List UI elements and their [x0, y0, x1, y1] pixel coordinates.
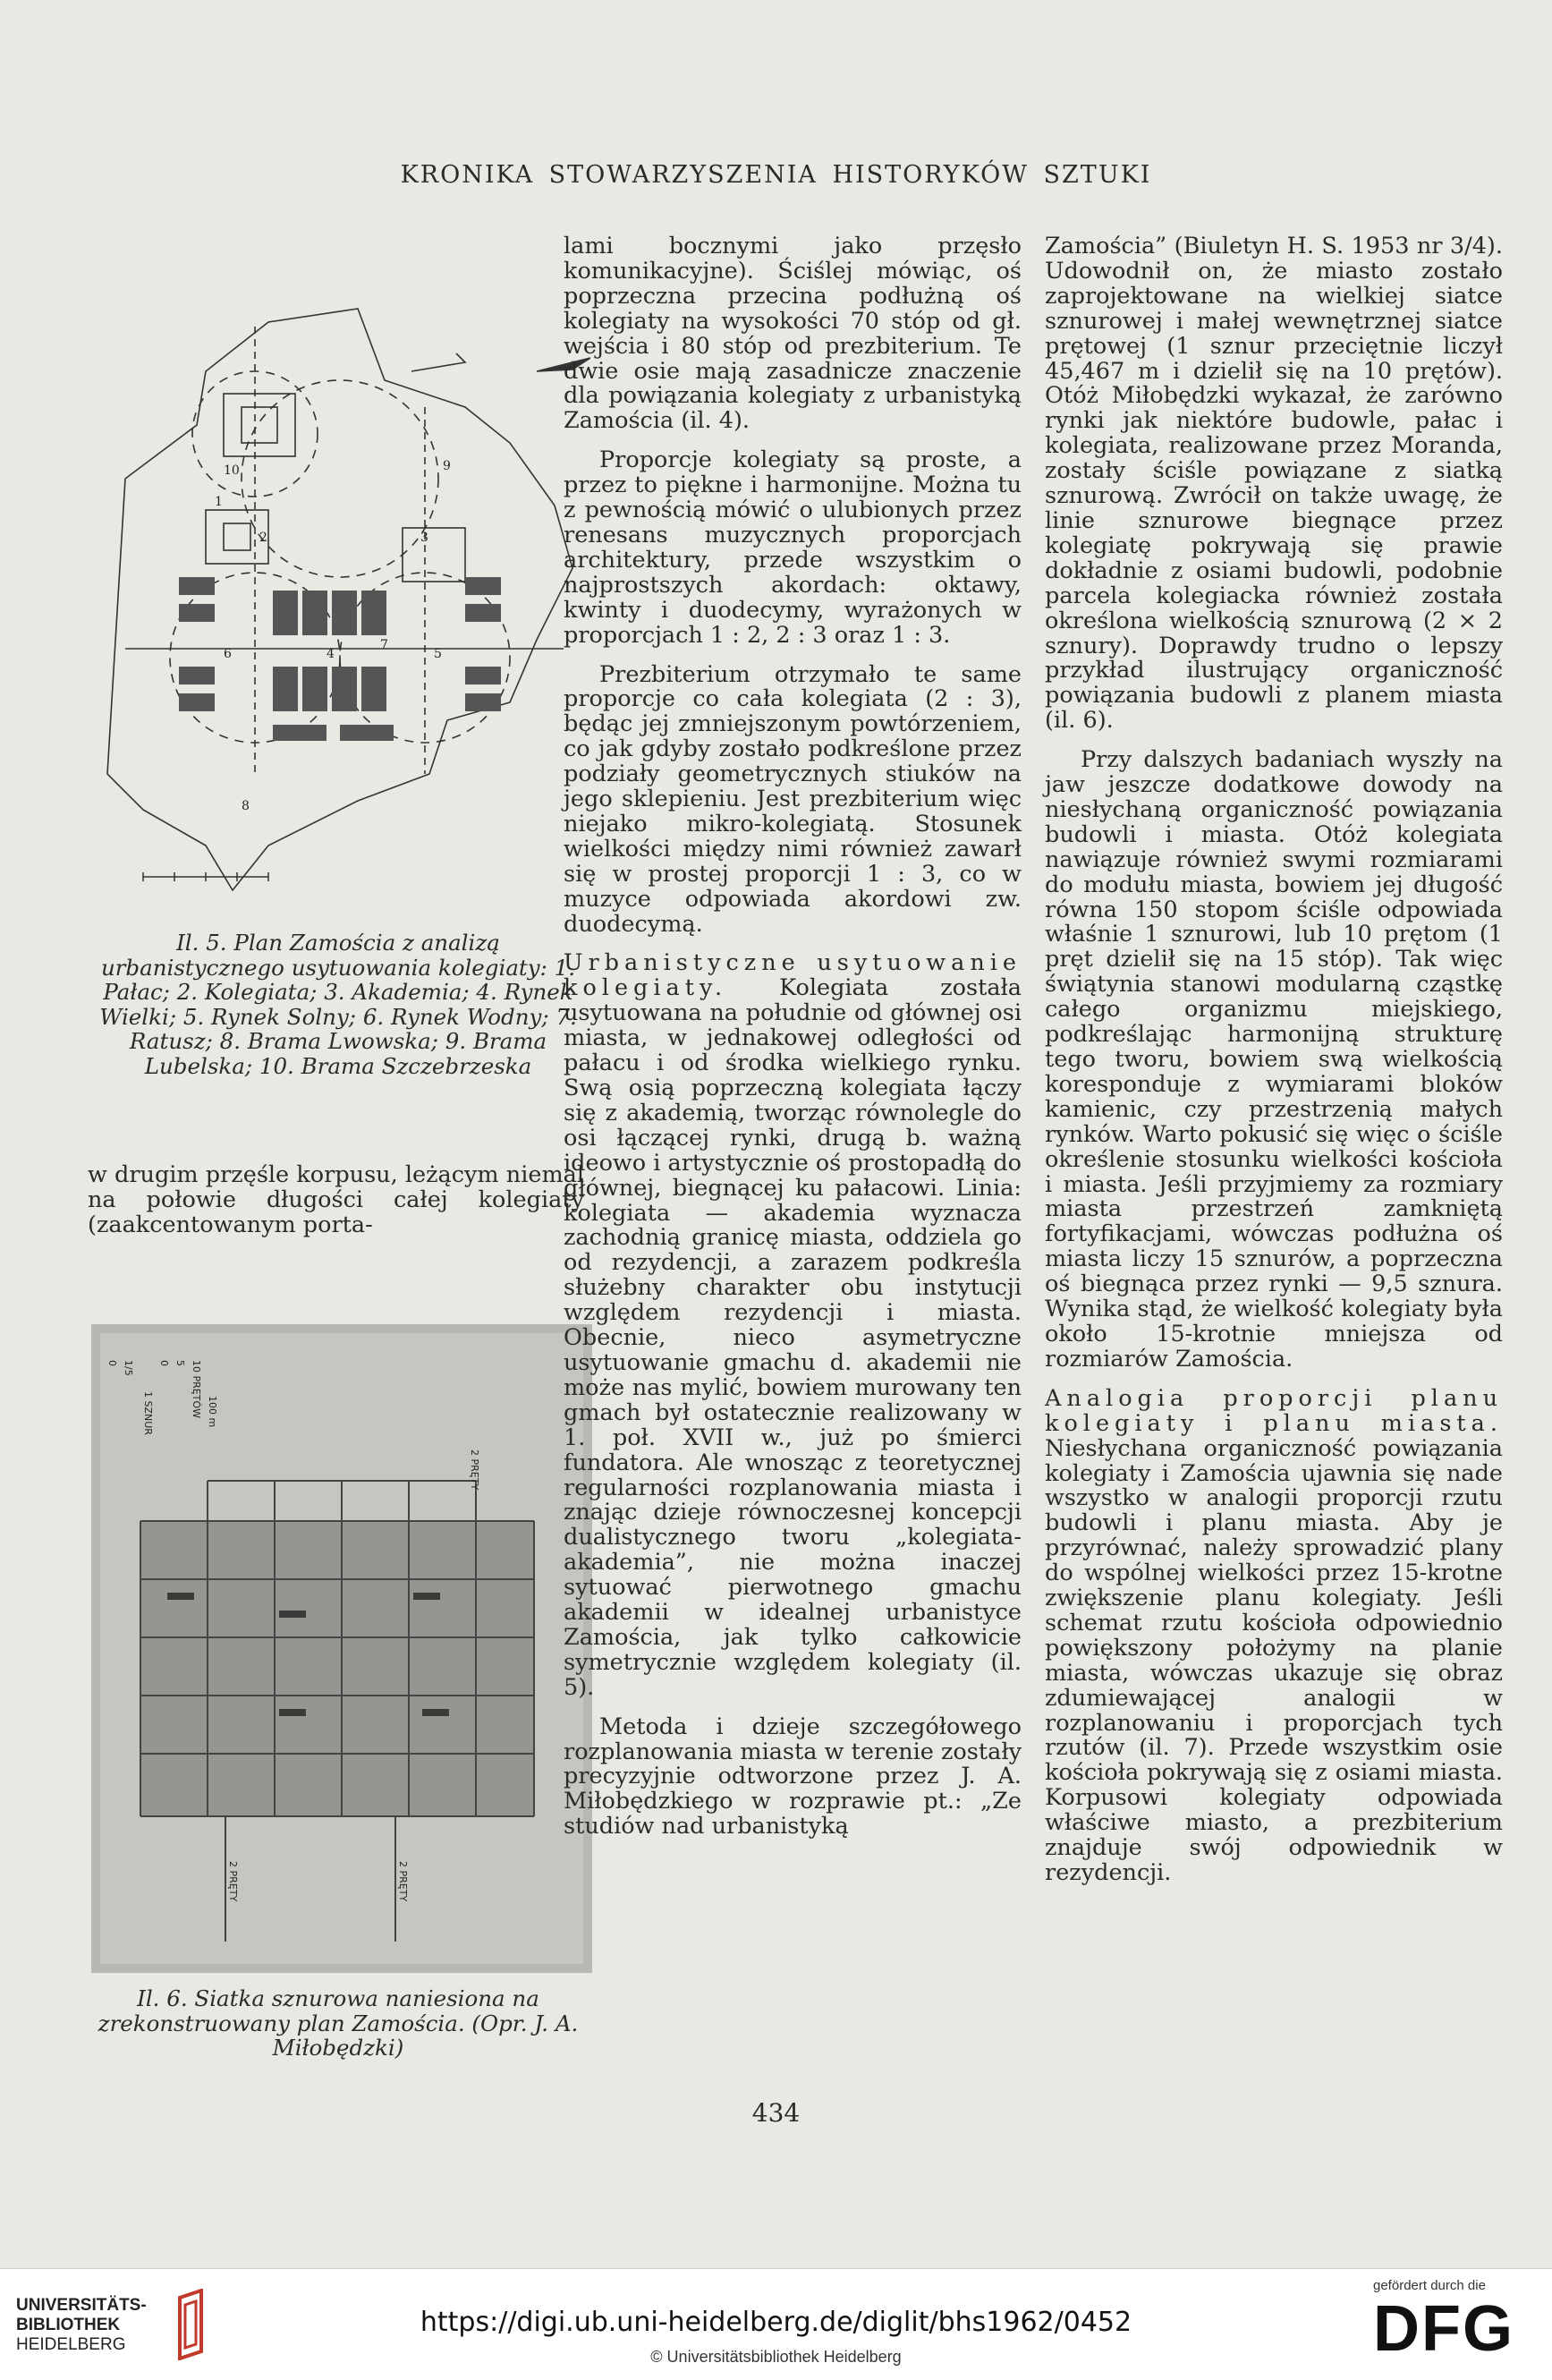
fig6-scale-6: 100 m: [207, 1396, 218, 1428]
fig5-label-5: 5: [434, 647, 442, 661]
column-1: [88, 1163, 584, 1238]
viewer-footer: [0, 2268, 1552, 2380]
figure-5-caption: Il. 5. Plan Zamościa z analizą urbanistycznego usytuowania kolegiaty: 1. Pałac; 2. Kolegiata; 3. Akademia; 4. Rynek Wielki; 5. Rynek Solny; 6. Rynek Wodny; 7. Ratusz; 8. Brama Lwowska; 9. Brama Lubelska; 10. Brama Szczebrzeska: [99, 930, 577, 1079]
col3-paragraph-1: Zamościa” (Biuletyn H. S. 1953 nr 3/4). Udowodnił on, że miasto zostało zaprojektowane na wielkiej siatce sznurowej i małej wewnętrznej siatce prętowej (1 sznur przeciętnie liczył 45,467 m i dzielił się na 10 prętów). Otóż Miłobędzki wykazał, że zarówno rynki jak niektóre budowle, pałac i kolegiata, realizowane przez Moranda, zostały ściśle powiązane z siatką sznurową. Zwrócił on także uwagę, że linie sznurowe biegnące przez kolegiatę pokrywają się prawie dokładnie z osiami budowli, podobnie parcela kolegiacka również została określona wielkością sznurową (2 × 2 sznury). Doprawdy trudno o lepszy przykład ilustrujący organiczność powiązania budowli z planem miasta (il. 6).: [1045, 233, 1503, 735]
fig6-scale-0: 0: [106, 1360, 118, 1366]
copyright-notice: © Universitätsbibliothek Heidelberg: [650, 2348, 902, 2366]
fig6-scale-5: 10 PRĘTÓW: [191, 1360, 202, 1418]
logo-line-2: BIBLIOTHEK: [16, 2316, 121, 2334]
fig5-label-2: 2: [259, 531, 267, 545]
fig6-scale-sznur: 1 SZNUR: [142, 1391, 154, 1435]
dfg-logo[interactable]: [1373, 2278, 1525, 2365]
fig5-label-4: 4: [327, 647, 335, 661]
column-3: [1045, 234, 1503, 1886]
column-2: [564, 234, 1022, 1840]
col2-paragraph-3: Prezbiterium otrzymało te same proporcje co cała kolegiata (2 : 3), będąc jej zmniejszonym powtórzeniem, co jak gdyby zostało podkreślone przez podziały geometrycznych stiuków na jego sklepieniu. Jest prezbiterium więc niejako mikro-kolegiatą. Stosunek wielkości między nimi również zawarł się w prostej proporcji 1 : 3, co w muzyce odpowiada akordowi zw. duodecymą.: [564, 660, 1022, 938]
col3-paragraph-3: Niesłychana organiczność powiązania kolegiaty i Zamościa ujawnia się nade wszystko w analogii proporcji rzutu budowli i planu miasta. Aby je przyrównać, należy sprowadzić plany do wspólnej wielkości przez 15-krotne zwiększenie planu kolegiaty. Jeśli schemat rzutu kościoła odpowiednio powiększony położymy na planie miasta, wówczas ukazuje się obraz zdumiewającej analogii w rozplanowaniu i proporcjach tych rzutów (il. 7). Przede wszystkim osie kościoła pokrywają się z osiami miasta. Korpusowi kolegiaty odpowiada właściwe miasto, a prezbiterium znajduje swój odpowiednik w rezydencji.: [1045, 1434, 1503, 1886]
fig5-label-6: 6: [224, 647, 232, 661]
fig6-prety-left: 2 PRĘTY: [227, 1861, 239, 1902]
col2-paragraph-5: Metoda i dzieje szczegółowego rozplanowania miasta w terenie zostały precyzyjnie odtworzone przez J. A. Miłobędzkiego w rozprawie pt.: „Ze studiów nad urbanistyką: [564, 1713, 1022, 1840]
col1-paragraph: w drugim przęśle korpusu, leżącym niemal na połowie długości całej kolegiaty (zaakcentowanym porta-: [88, 1161, 584, 1238]
fig6-scale-3: 0: [158, 1360, 170, 1366]
running-header: KRONIKA STOWARZYSZENIA HISTORYKÓW SZTUKI: [400, 161, 1152, 189]
page-number: 434: [751, 2098, 801, 2128]
col2-section-heading: Urbanistyczne usytuowanie kolegiaty.: [564, 949, 1022, 1002]
figure-6-caption: Il. 6. Siatka sznurowa naniesiona na zrekonstruowany plan Zamościa. (Opr. J. A. Miłobędzki): [98, 1985, 579, 2061]
col3-paragraph-2: Przy dalszych badaniach wyszły na jaw jeszcze dodatkowe dowody na niesłychaną organiczność powiązania budowli i miasta. Otóż kolegiata nawiązuje również swymi rozmiarami do modułu miasta, bowiem jej długość równa 150 stopom ściśle odpowiada właśnie 1 sznurowi, lub 10 prętom (1 pręt dzielił się na 15 stóp). Tak więc świątynia stanowi modularną cząstkę całego organizmu miejskiego, podkreślając harmonijną strukturę tego tworu, bowiem swą wielkością koresponduje z wymiarami bloków kamienic, czy przestrzenią małych rynków. Warto pokusić się więc o ściśle określenie stosunku wielkości kościoła i miasta. Jeśli przyjmiemy za rozmiary miasta przestrzeń zamkniętą fortyfikacjami, wówczas podłużna oś miasta liczy 15 sznurów, a poprzeczna oś biegnąca przez rynki — 9,5 sznura. Wynika stąd, że wielkość kolegiaty była około 15-krotnie mniejsza od rozmiarów Zamościa.: [1045, 746, 1503, 1373]
fig5-label-9: 9: [443, 459, 451, 473]
scanned-page: [36, 36, 1516, 2232]
fig6-scale-4: 5: [174, 1360, 186, 1366]
logo-line-1: UNIVERSITÄTS-: [16, 2296, 147, 2315]
fig5-label-7: 7: [380, 638, 388, 652]
fig5-label-8: 8: [242, 799, 250, 813]
fig6-prety-top: 2 PRĘTY: [469, 1449, 480, 1491]
figure-5-city-plan: [89, 273, 590, 917]
fig5-label-10: 10: [224, 463, 240, 478]
fig5-label-3: 3: [420, 531, 428, 545]
col2-paragraph-1: lami bocznymi jako przęsło komunikacyjne). Ściślej mówiąc, oś poprzeczna przecina podłużną oś kolegiaty na wysokości 70 stóp od gł. wejścia i 80 stóp od prezbiterium. Te dwie osie mają zasadnicze znaczenie dla powiązania kolegiaty z urbanistyką Zamościa (il. 4).: [564, 233, 1022, 435]
document-url-link[interactable]: https://digi.ub.uni-heidelberg.de/diglit/bhs1962/0452: [420, 2307, 1132, 2338]
logo-line-3: HEIDELBERG: [16, 2335, 126, 2354]
dfg-wordmark: DFG: [1373, 2293, 1514, 2365]
figure-6-grid-photo: [91, 1324, 592, 1973]
fig5-label-1: 1: [215, 495, 223, 509]
col2-paragraph-4: Kolegiata została usytuowana na południe od głównej osi miasta, w jednakowej odległości od pałacu i od środka wielkiego rynku. Swą osią poprzeczną kolegiata łączy się z akademią, tworząc równolegle do osi łączącej rynki, drugą b. ważną ideowo i artystycznie oś prostopadłą do głównej, biegnącej ku pałacowi. Linia: kolegiata — akademia wyznacza zachodnią granicę miasta, oddziela go od rezydencji, a zarazem podkreśla służebny charakter obu instytucji względem rezydencji i miasta. Obecnie, nieco asymetryczne usytuowanie gmachu d. akademii nie może nas mylić, bowiem murowany ten gmach był ostatecznie realizowany w 1. poł. XVII w., już po śmierci fundatora. Ale wnosząc z teoretycznej regularności rozplanowania miasta i znając dzieje równoczesnej koncepcji dualistycznego tworu „kolegiata-akademia”, nie można inaczej sytuować pierwotnego gmachu akademii w idealnej urbanistyce Zamościa, jak tylko całkowicie symetrycznie względem kolegiaty (il. 5).: [564, 974, 1022, 1701]
dfg-funding-text: gefördert durch die: [1373, 2278, 1486, 2293]
fig6-scale-1: 1/5: [123, 1360, 134, 1376]
fig6-prety-right: 2 PRĘTY: [397, 1861, 409, 1902]
col3-section-heading: Analogia proporcji planu kolegiaty i planu miasta.: [1045, 1384, 1503, 1437]
col2-paragraph-2: Proporcje kolegiaty są proste, a przez to piękne i harmonijne. Można tu z pewnością mówić o ulubionych przez renesans muzycznych proporcjach architektury, przede wszystkim o najprostszych akordach: oktawy, kwinty i duodecymy, wyrażonych w proporcjach 1 : 2, 2 : 3 oraz 1 : 3.: [564, 446, 1022, 649]
